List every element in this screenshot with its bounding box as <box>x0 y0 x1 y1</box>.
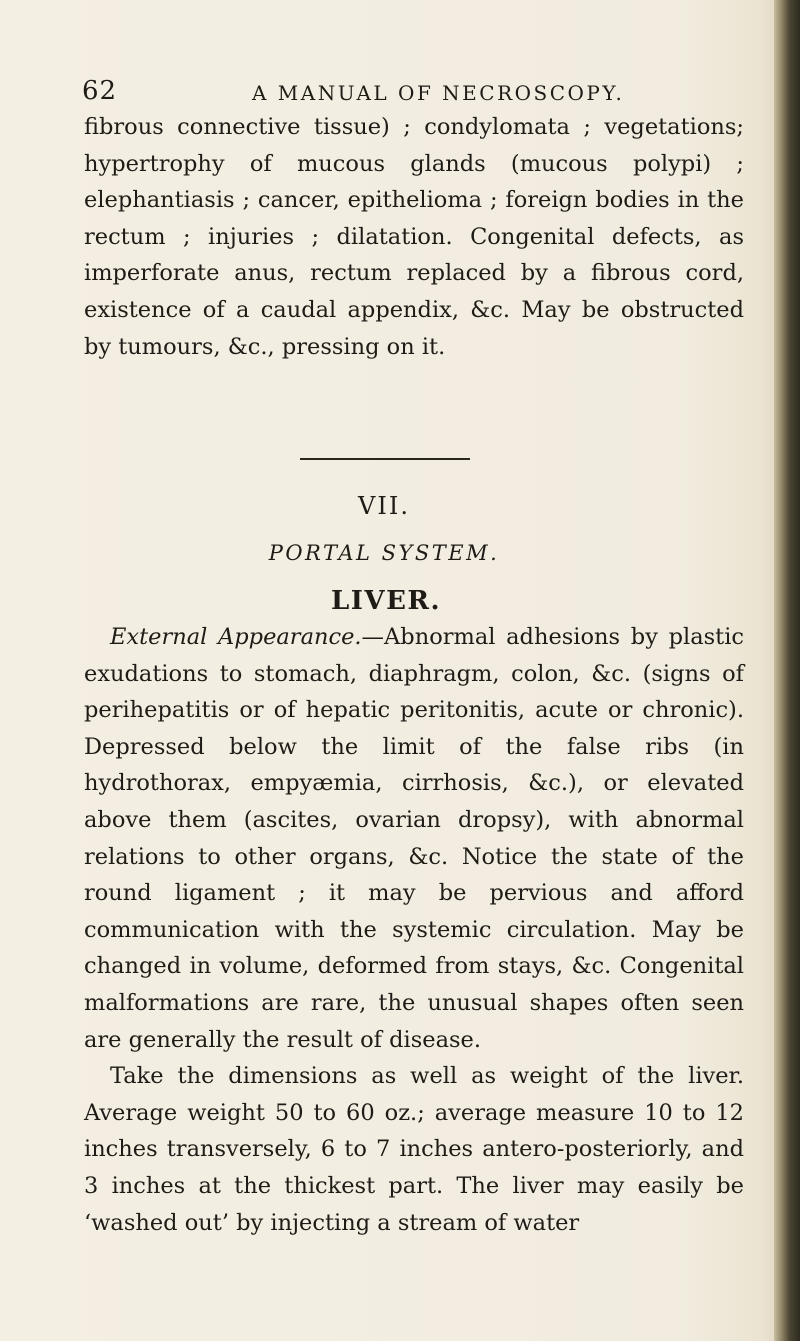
paragraph-continuation: Take the dimensions as well as weight of the liver. Average weight 50 to 60 oz.; average measure 10 to 12 inches transversely, 6 to 7 inches antero-posteriorly, and 3 inches at the thickest part. The liver may easily be ‘washed out’ by injecting a stream of water <box>84 1063 744 1236</box>
subsection-title: LIVER. <box>330 586 442 616</box>
section-divider <box>300 458 470 460</box>
paragraph-text: —Abnormal adhesions by plastic exudations to stomach, diaphragm, colon, &c. (signs of perihepatitis or of hepatic peritonitis, acute or chronic). Depressed below the limit of the false ribs (in hydrothorax, empyæmia, cirrhosis, &c.), or elevated above them (ascites, ovarian dropsy), with abnormal relations to other organs, &c. Notice the state of the round ligament ; it may be pervious and afford communication with the systemic circulation. May be changed in volume, deformed from stays, &c. Congenital malformations are rare, the unusual shapes often seen are generally the result of disease. <box>84 624 744 1053</box>
running-title: A MANUAL OF NECROSCOPY. <box>252 81 625 105</box>
section-title: PORTAL SYSTEM. <box>268 541 500 565</box>
paragraph-rectum: fibrous connective tissue) ; condylomata ; vegetations; hypertrophy of mucous glands (mucous polypi) ; elephantiasis ; cancer, epithelioma ; foreign bodies in the rectum ; injuries ; dilatation. Congenital defects, as imperforate anus, rectum replaced by a fibrous cord, existence of a caudal appendix, &c. May be obstructed by tumours, &c., pressing on it. <box>84 114 744 360</box>
paragraph-lead-in: External Appearance. <box>110 624 362 650</box>
page-number: 62 <box>82 76 118 106</box>
section-number: VII. <box>358 492 410 520</box>
paragraph-liver-external <box>84 619 744 1241</box>
page-header <box>82 76 722 112</box>
page-edge-shadow <box>774 0 800 1341</box>
